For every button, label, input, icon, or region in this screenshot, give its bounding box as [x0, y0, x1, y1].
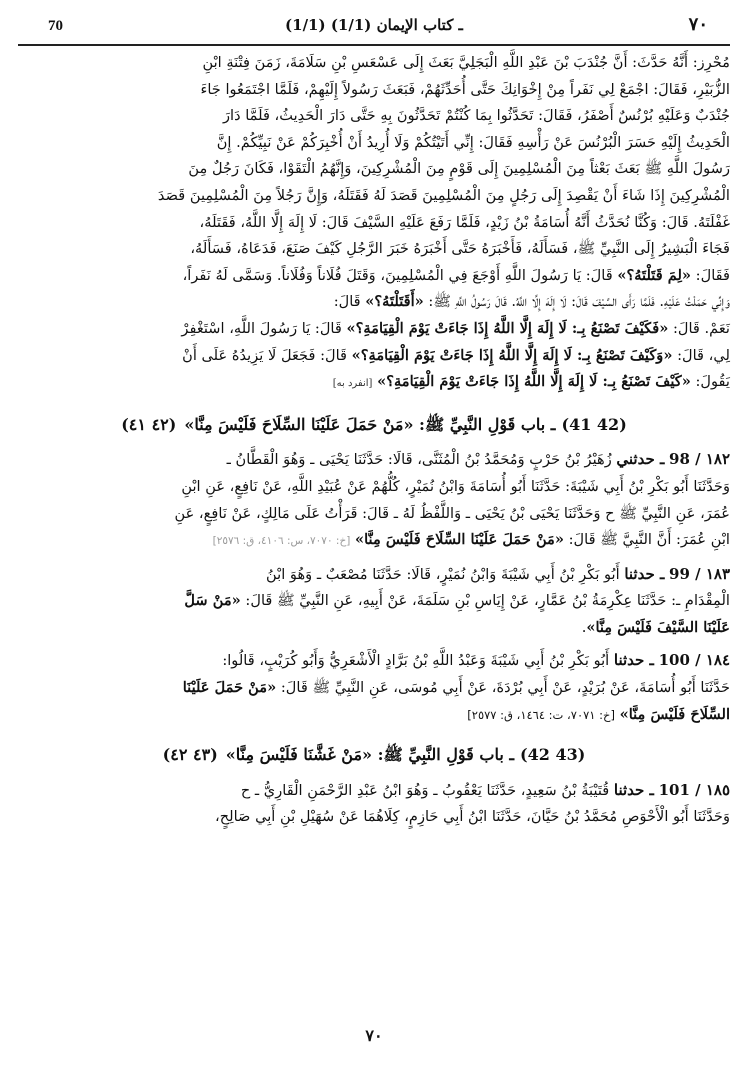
text-span: قَالَ: يَا رَسُولَ اللَّهِ أَوْجَعَ فِي الْمُسْلِمِينَ، وَقَتَلَ فُلَاناً وَفُلَاناً. وَسَمَّى لَهُ نَفَراً،	[182, 266, 618, 284]
reference-note: [انفرد به]	[332, 378, 373, 390]
prophet-quote: «مَنْ سَلَّ	[184, 592, 241, 610]
text-line	[18, 561, 730, 589]
text-span: أَبُو بَكْرِ بْنُ أَبِي شَيْبَةَ وَابْنُ نُمَيْرٍ، قَالَا: حَدَّثَنَا مُصْعَبٌ ـ وَهُوَ ابْنُ	[266, 565, 620, 583]
hadith-number: ١٨٢ / 98	[669, 450, 730, 469]
text-line	[18, 343, 730, 370]
prophet-quote: «لِمَ قَتَلْتَهُ؟»	[617, 266, 692, 284]
text-span: قَالَ: فَجَعَلَ لَا يَزِيدُهُ عَلَى أَنْ	[182, 346, 352, 364]
hadith-185	[18, 777, 730, 831]
text-line: وَحَدَّثَنَا أَبُو الْأَحْوَصِ مُحَمَّدُ بْنُ حَيَّانَ، حَدَّثَنَا ابْنُ أَبِي حَازِمٍ، كِلَاهُمَا عَنْ سُهَيْلِ بْنِ أَبِي صَالِحٍ،	[215, 808, 730, 826]
chapter-number-end: (٤٢ ٤١)	[121, 414, 177, 434]
text-line	[18, 263, 730, 290]
chapter-number-end: (٤٣ ٤٢)	[162, 745, 218, 765]
hadith-number: ١٨٣ / 99	[669, 564, 730, 583]
main-text	[18, 50, 730, 831]
hadith-label: ـ حدثني	[616, 450, 665, 469]
text-line: عُمَرَ، عَنِ النَّبِيِّ ﷺ ح وَحَدَّثَنَا يَحْيَى بْنُ يَحْيَى ـ وَاللَّفْظُ لَهُ ـ قَالَ: قَرَأْتُ عَلَى مَالِكٍ، عَنْ نَافِعٍ، عَنِ	[174, 504, 730, 522]
text-line	[18, 446, 730, 474]
hadith-182	[18, 446, 730, 554]
hadith-184	[18, 647, 730, 728]
prophet-quote: «كَيْفَ تَصْنَعُ بِـ: لَا إِلَهَ إِلَّا اللَّهُ إِذَا جَاءَتْ يَوْمَ الْقِيَامَةِ؟»	[377, 373, 691, 391]
text-line: غَفْلَتَهُ. قَالَ: وَكُنَّا نُحَدَّثُ أَنَّهُ أُسَامَةُ بْنُ زَيْدٍ، فَلَمَّا رَفَعَ عَلَيْهِ السَّيْفَ قَالَ: لَا إِلَهَ إِلَّا اللَّهُ، فَقَتَلَهُ،	[199, 213, 730, 231]
text-line	[18, 369, 730, 398]
chapter-number: (42 41)	[561, 414, 627, 434]
text-span: قَالَ:	[333, 293, 366, 311]
text-span: ابْنِ عُمَرَ: أَنَّ النَّبِيَّ ﷺ قَالَ:	[564, 531, 730, 549]
hadith-183	[18, 561, 730, 642]
page-number-arabic: ٧٠	[688, 14, 708, 35]
text-span: أَبُو بَكْرِ بْنُ أَبِي شَيْبَةَ وَعَبْدُ اللَّهِ بْنُ بَرَّادٍ الْأَشْعَرِيُّ وَأَبُو كُرَيْبٍ، قَالُوا:	[222, 652, 610, 670]
chapter-heading-42	[18, 742, 730, 769]
prophet-quote: «مَنْ حَمَلَ عَلَيْنَا السِّلَاحَ فَلَيْسَ مِنَّا»	[354, 531, 564, 549]
text-span: يَقُولَ:	[690, 373, 730, 391]
chapter-heading-41	[18, 412, 730, 439]
text-line: الْحَدِيثُ إِلَيْهِ حَسَرَ الْبُرْنُسَ عَنْ رَأْسِهِ فَقَالَ: إِنِّي أَتَيْتُكُمْ وَلَا أُرِيدُ أَنْ أُخْبِرَكُمْ عَنْ نَبِيِّكُمْ. إِنَّ	[216, 133, 730, 151]
hadith-label: ـ حدثنا	[613, 780, 654, 799]
hadith-label: ـ حدثنا	[613, 651, 654, 670]
reference-note: [خ: ٧٠٧٠، س: ٤١٠٦، ق: ٢٥٧٦]	[212, 535, 351, 548]
text-span: قُتَيْبَةُ بْنُ سَعِيدٍ، حَدَّثَنَا يَعْقُوبُ ـ وَهُوَ ابْنُ عَبْدِ الرَّحْمَنِ الْقَارِيُّ ـ ح	[240, 781, 610, 799]
book-page	[18, 10, 730, 1066]
text-span: .	[581, 618, 587, 636]
text-span: زُهَيْرُ بْنُ حَرْبٍ وَمُحَمَّدُ بْنُ الْمُثَنَّى، قَالَا: حَدَّثَنَا يَحْيَى ـ وَهُوَ الْقَطَّانُ ـ	[226, 451, 612, 469]
text-line	[18, 615, 730, 642]
text-line	[18, 675, 730, 702]
text-span: قَالَ: يَا رَسُولَ اللَّهِ، اسْتَغْفِرْ	[181, 319, 347, 337]
reference-note: [خ: ٧٠٧١، ت: ١٤٦٤، ق: ٢٥٧٧]	[467, 707, 615, 722]
prophet-quote: «وَكَيْفَ تَصْنَعُ بِـ: لَا إِلَهَ إِلَّا اللَّهُ إِذَا جَاءَتْ يَوْمَ الْقِيَامَةِ؟»	[351, 346, 673, 364]
text-line	[18, 289, 730, 316]
text-line: مُحْرِز: أَنَّهُ حَدَّثَ: أَنَّ جُنْدَبَ بْنَ عَبْدِ اللَّهِ الْبَجَلِيَّ بَعَثَ إِلَى عَسْعَسِ بْنِ سَلَامَةَ، زَمَنَ فِتْنَةِ ابْنِ	[202, 54, 730, 71]
text-span: الْمِقْدَامِ ـ: حَدَّثَنَا عِكْرِمَةُ بْنُ عَمَّارٍ، عَنْ إِيَاسِ بْنِ سَلَمَةَ، عَنْ أَبِيهِ، عَنِ النَّبِيِّ ﷺ قَالَ:	[240, 592, 730, 610]
hadith-number: ١٨٥ / 101	[658, 780, 730, 799]
text-line	[18, 527, 730, 555]
prophet-quote: «أَقَتَلْتَهُ؟»	[365, 293, 424, 311]
prophet-quote: «مَنْ حَمَلَ عَلَيْنَا	[182, 679, 277, 697]
hadith-number: ١٨٤ / 100	[658, 651, 730, 670]
text-line	[18, 777, 730, 805]
text-line	[18, 316, 730, 343]
text-line	[18, 702, 730, 729]
text-line: رَسُولَ اللَّهِ ﷺ بَعَثَ بَعْثاً مِنَ الْمُسْلِمِينَ إِلَى قَوْمٍ مِنَ الْمُشْرِكِينَ، وَإِنَّهُمُ الْتَقَوْا، فَكَانَ رَجُلٌ مِنَ	[188, 160, 730, 178]
text-line: جُنْدَبٌ وَعَلَيْهِ بُرْنُسٌ أَصْفَرُ، فَقَالَ: تَحَدَّثُوا بِمَا كُنْتُمْ تَحَدَّثُونَ بِهِ حَتَّى دَارَ الْحَدِيثُ، فَلَمَّا دَارَ	[222, 107, 730, 125]
text-span: لِي، قَالَ:	[672, 346, 730, 364]
text-span: وَإِنِّي حَمَلْتُ عَلَيْهِ. فَلَمَّا رَأَى السَّيْفَ قَالَ: لَا إِلَهَ إِلَّا اللَّهُ. قَالَ رَسُولُ اللَّهِ ﷺ:	[423, 293, 730, 311]
text-span: نَعَمْ. قَالَ:	[668, 319, 730, 337]
page-number-latin: 70	[48, 18, 63, 34]
page-header	[18, 10, 730, 46]
text-line: الزُّبَيْرِ، فَقَالَ: اجْمَعْ لِي نَفَراً مِنْ إِخْوَانِكَ حَتَّى أُحَدِّثَهُمْ، فَبَعَثَ رَسُولاً إِلَيْهِمْ، فَلَمَّا اجْتَمَعُوا جَاءَ	[200, 80, 730, 98]
text-line	[18, 588, 730, 615]
text-line: الْمُشْرِكِينَ إِذَا شَاءَ أَنْ يَقْصِدَ إِلَى رَجُلٍ مِنَ الْمُسْلِمِينَ قَصَدَ لَهُ فَقَتَلَهُ، وَإِنَّ رَجُلاً مِنَ الْمُسْلِمِينَ قَصَدَ	[157, 186, 730, 204]
prophet-quote: عَلَيْنَا السَّيْفَ فَلَيْسَ مِنَّا»	[586, 618, 730, 636]
page-number-footer: ٧٠	[365, 1026, 383, 1045]
hadith-label: ـ حدثنا	[624, 564, 665, 583]
chapter-number: (43 42)	[520, 745, 586, 765]
text-line	[18, 647, 730, 675]
prophet-quote: السِّلَاحَ فَلَيْسَ مِنَّا»	[619, 705, 730, 723]
text-span: حَدَّثَنَا أَبُو أُسَامَةَ، عَنْ بُرَيْدٍ، عَنْ أَبِي بُرْدَةَ، عَنْ أَبِي مُوسَى، عَنِ النَّبِيِّ ﷺ قَالَ:	[276, 679, 730, 697]
text-span: فَقَالَ:	[691, 266, 730, 284]
text-line: وَحَدَّثَنَا أَبُو بَكْرِ بْنُ أَبِي شَيْبَةَ: حَدَّثَنَا أَبُو أُسَامَةَ وَابْنُ نُمَيْرٍ، كُلُّهُمْ عَنْ عُبَيْدِ اللَّهِ، عَنْ نَافِعٍ، عَنِ ابْنِ	[181, 477, 730, 495]
chapter-title: ـ باب قَوْلِ النَّبِيِّ ﷺ: «مَنْ غَشَّنَا فَلَيْسَ مِنَّا»	[225, 745, 515, 765]
running-title: (1/1) ـ كتاب الإيمان (1/1)	[285, 16, 463, 34]
text-line: فَجَاءَ الْبَشِيرُ إِلَى النَّبِيِّ ﷺ، فَسَأَلَهُ، فَأَخْبَرَهُ حَتَّى أَخْبَرَهُ خَبَرَ الرَّجُلِ كَيْفَ صَنَعَ، فَدَعَاهُ، فَسَأَلَهُ،	[190, 240, 730, 258]
prophet-quote: «فَكَيْفَ تَصْنَعُ بِـ: لَا إِلَهَ إِلَّا اللَّهُ إِذَا جَاءَتْ يَوْمَ الْقِيَامَةِ؟»	[346, 319, 669, 337]
chapter-title: ـ باب قَوْلِ النَّبِيِّ ﷺ: «مَنْ حَمَلَ عَلَيْنَا السِّلَاحَ فَلَيْسَ مِنَّا»	[184, 414, 556, 434]
